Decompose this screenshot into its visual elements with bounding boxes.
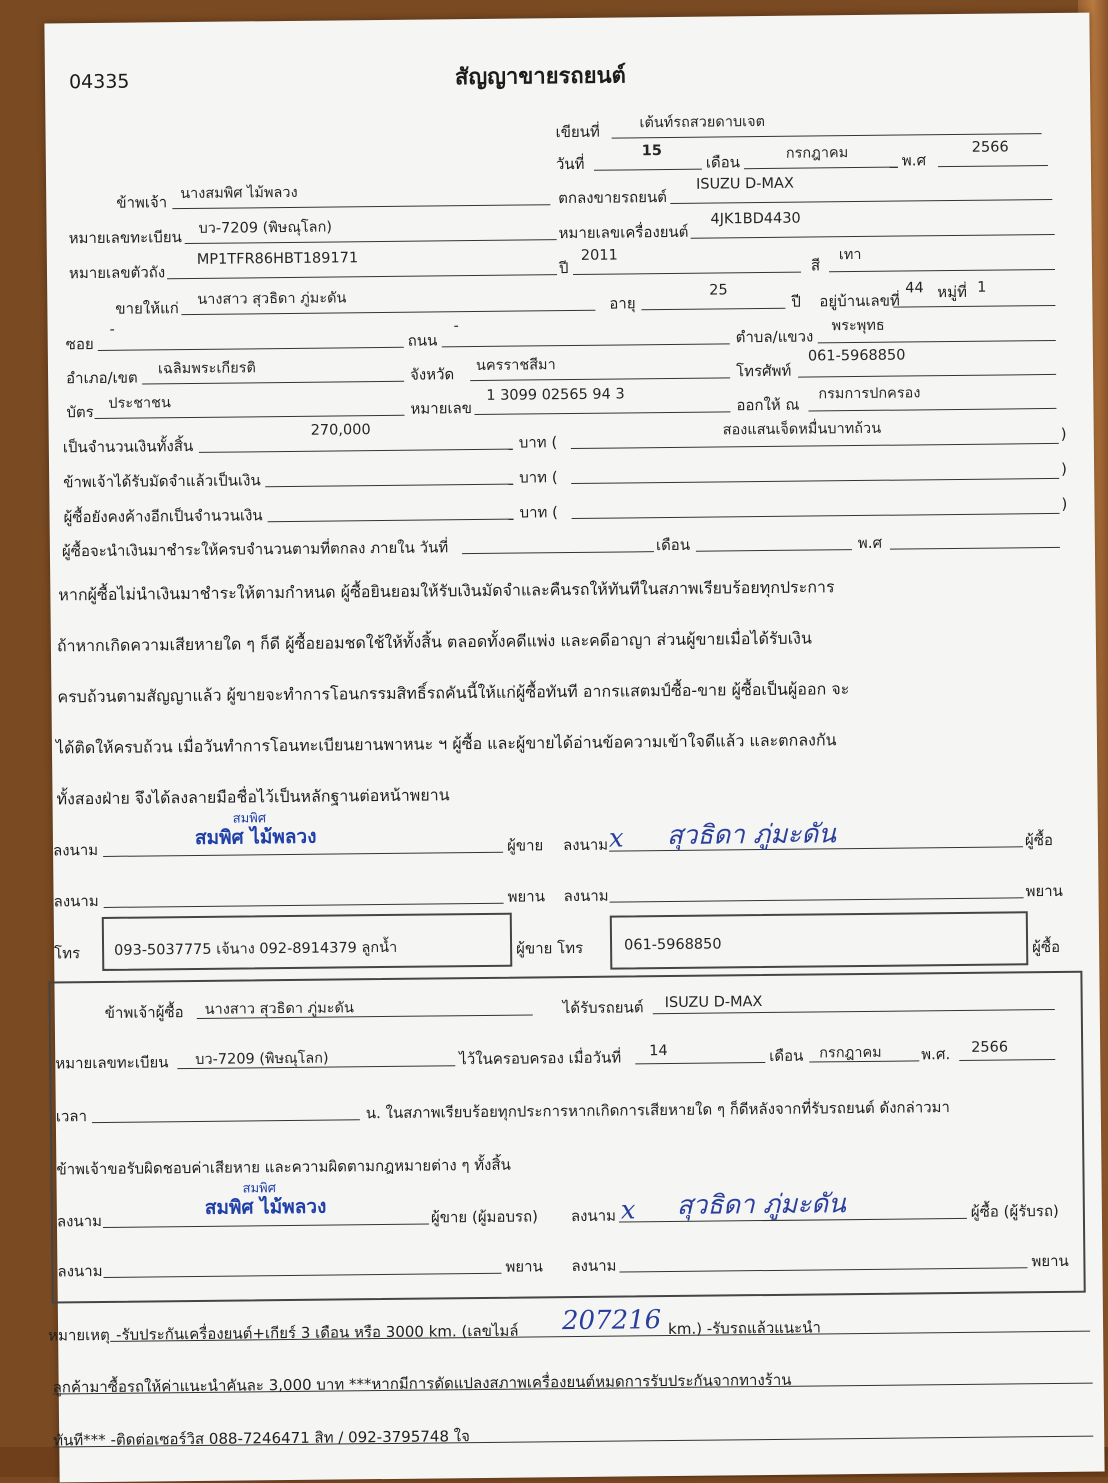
- date-day-value: 15: [641, 143, 663, 160]
- receipt-year: 2566: [971, 1039, 1009, 1056]
- seller-stamp-name: สมพิศ ไม้พลวง: [194, 825, 317, 849]
- seller-label: ข้าพเจ้า: [116, 193, 168, 212]
- receipt-received-label: ได้รับรถยนต์: [562, 998, 644, 1018]
- year-model-value: 2011: [580, 247, 618, 264]
- pay-by-label: ผู้ซื้อจะนำเงินมาชำระให้ครบจำนวนตามที่ตกลง ภายใน วันที่: [61, 538, 449, 561]
- subdistrict-label: ตำบล/แขวง: [735, 327, 814, 347]
- total-words: สองแสนเจ็ดหมื่นบาทถ้วน: [722, 420, 882, 439]
- id-label: หมายเลข: [410, 399, 473, 418]
- receipt-plate-value: บว-7209 (พิษณุโลก): [195, 1050, 329, 1068]
- district-value: เฉลิมพระเกียรติ: [157, 360, 256, 378]
- age-label: อายุ: [609, 294, 636, 313]
- note-mileage: 207216: [561, 1305, 662, 1337]
- date-month-label: เดือน: [705, 153, 741, 172]
- seller-signature-stamp: [195, 807, 317, 853]
- sign-label-seller: ลงนาม: [52, 840, 99, 860]
- terms-line-2: ถ้าหากเกิดความเสียหายใด ๆ ก็ดี ผู้ซื้อยอมชดใช้ให้ทั้งสิ้น ตลอดทั้งคดีแพ่ง และคดีอาญา ส่วนผู้ขายเมื่อได้รับเงิน: [56, 628, 812, 656]
- moo-value: 1: [977, 279, 987, 296]
- note-label: หมายเหตุ: [48, 1325, 110, 1345]
- witness-role-1: พยาน: [507, 887, 546, 906]
- deposit-label: ข้าพเจ้าได้รับมัดจำแล้วเป็นเงิน: [63, 471, 261, 492]
- chassis-value: MP1TFR86HBT189171: [196, 250, 359, 268]
- car-agreed-label: ตกลงขายรถยนต์: [558, 188, 668, 208]
- buyer-role: ผู้ซื้อ: [1024, 830, 1054, 850]
- chassis-label: หมายเลขตัวถัง: [68, 263, 166, 283]
- age-value: 25: [709, 282, 728, 299]
- document-number: 04335: [68, 70, 130, 94]
- receipt-buyer-label: ข้าพเจ้าผู้ซื้อ: [104, 1003, 184, 1022]
- card-value: ประชาชน: [108, 395, 171, 412]
- date-day-label: วันที่: [555, 154, 585, 174]
- seller-value: นางสมพิศ ไม้พลวง: [180, 184, 298, 203]
- plate-value: บว-7209 (พิษณุโลก): [198, 219, 333, 237]
- receipt-sign-label-seller: ลงนาม: [56, 1211, 103, 1231]
- receipt-month: กรกฎาคม: [819, 1044, 882, 1062]
- road-value: -: [453, 318, 459, 335]
- plate-label: หมายเลขทะเบียน: [68, 228, 182, 248]
- buyer-mark: x: [608, 823, 624, 854]
- receipt-day: 14: [649, 1043, 668, 1060]
- receipt-buyer-role: ผู้ซื้อ (ผู้รับรถ): [970, 1201, 1059, 1221]
- note-line-2: ลูกค้ามาซื้อรถให้ค่าแนะนำคันละ 3,000 บาท ***หากมีการดัดแปลงสภาพเครื่องยนต์หมดการรับประกันจากทางร้าน: [52, 1370, 792, 1397]
- issued-value: กรมการปกครอง: [818, 385, 921, 403]
- card-label: บัตร: [66, 403, 94, 422]
- receipt-witness-label-2: ลงนาม: [571, 1256, 617, 1276]
- pay-by-month-label: เดือน: [655, 535, 691, 555]
- written-at-label: เขียนที่: [555, 122, 600, 142]
- document-title: สัญญาขายรถยนต์: [454, 63, 627, 91]
- buyer-tel-role: ผู้ซื้อ: [1032, 937, 1061, 957]
- receipt-time-label: เวลา: [55, 1107, 88, 1126]
- phone-label: โทรศัพท์: [735, 361, 792, 381]
- seller-stamp-small: สมพิศ: [232, 811, 267, 827]
- witness-sign-label-2: ลงนาม: [563, 886, 609, 906]
- engine-value: 4JK1BD4430: [710, 210, 801, 228]
- remaining-close: ): [1061, 494, 1068, 513]
- car-agreed-value: ISUZU D-MAX: [696, 175, 794, 193]
- receipt-seller-stamp-small: สมพิศ: [242, 1181, 277, 1197]
- subdistrict-value: พระพุทธ: [831, 317, 885, 335]
- seller-tel-role: ผู้ขาย โทร: [516, 938, 584, 958]
- receipt-buyer-value: นางสาว สุวธิดา ภู่มะดัน: [204, 1000, 354, 1018]
- district-label: อำเภอ/เขต: [66, 368, 138, 388]
- tel-label: โทร: [54, 944, 81, 963]
- province-value: นครราชสีมา: [475, 357, 556, 375]
- remaining-baht: บาท (: [519, 503, 559, 522]
- terms-line-5: ทั้งสองฝ่าย จึงได้ลงลายมือชื่อไว้เป็นหลักฐานต่อหน้าพยาน: [56, 785, 450, 809]
- receipt-possession-label: ไว้ในครอบครอง เมื่อวันที่: [459, 1048, 622, 1069]
- deposit-baht: บาท (: [519, 468, 558, 487]
- buyer-signature: สุวธิดา ภู่มะดัน: [666, 819, 837, 852]
- phone-value: 061-5968850: [807, 347, 906, 365]
- province-label: จังหวัด: [409, 365, 455, 384]
- receipt-witness-role-2: พยาน: [1031, 1251, 1069, 1271]
- receipt-liability: ข้าพเจ้าขอรับผิดชอบค่าเสียหาย และความผิดตามกฎหมายต่าง ๆ ทั้งสิ้น: [56, 1155, 511, 1179]
- date-year-value: 2566: [971, 139, 1009, 156]
- pay-by-year-label: พ.ศ: [857, 533, 883, 553]
- witness-role-2: พยาน: [1025, 881, 1063, 901]
- address-label: อยู่บ้านเลขที่: [819, 291, 900, 311]
- remaining-label: ผู้ซื้อยังคงค้างอีกเป็นจำนวนเงิน: [63, 506, 263, 527]
- terms-line-1: หากผู้ซื้อไม่นำเงินมาชำระให้ตามกำหนด ผู้ซื้อยินยอมให้รับเงินมัดจำและคืนรถให้ทันทีในสภาพเรียบร้อยทุกประการ: [58, 577, 835, 605]
- receipt-seller-stamp-name: สมพิศ ไม้พลวง: [204, 1195, 327, 1219]
- address-value: 44: [905, 280, 924, 297]
- receipt-sign-label-buyer: ลงนาม: [570, 1206, 617, 1226]
- receipt-buyer-signature: สุวธิดา ภู่มะดัน: [676, 1189, 846, 1221]
- date-year-label: พ.ศ: [901, 151, 927, 170]
- receipt-witness-label-1: ลงนาม: [57, 1261, 103, 1281]
- receipt-month-label: เดือน: [769, 1046, 804, 1065]
- note-line-1a: -รับประกันเครื่องยนต์+เกียร์ 3 เดือน หรือ 3000 km. (เลขไมล์: [116, 1321, 519, 1344]
- total-close: ): [1060, 424, 1067, 443]
- total-label: เป็นจำนวนเงินทั้งสิ้น: [62, 436, 194, 457]
- buyer-value: นางสาว สุวธิดา ภู่มะดัน: [197, 290, 347, 308]
- soi-value: -: [109, 321, 115, 338]
- sign-label-buyer: ลงนาม: [562, 835, 609, 855]
- age-unit: ปี: [791, 292, 801, 311]
- note-line-1b: km.) -รับรถแล้วแนะนำ: [668, 1318, 821, 1339]
- moo-label: หมู่ที่: [937, 282, 968, 302]
- total-value: 270,000: [310, 422, 371, 439]
- contract-paper: [44, 13, 1104, 1483]
- note-line-3: ทันที*** -ติดต่อเซอร์วิส 088-7246471 สิท / 092-3795748 ใจ: [53, 1427, 470, 1450]
- total-baht: บาท (: [518, 433, 558, 452]
- receipt-buyer-mark: x: [620, 1195, 636, 1226]
- color-label: สี: [810, 256, 821, 275]
- written-at-value: เต้นท์รถสวยดาบเจต: [639, 113, 766, 132]
- year-model-label: ปี: [558, 259, 569, 278]
- engine-label: หมายเลขเครื่องยนต์: [558, 222, 689, 243]
- receipt-year-label: พ.ศ.: [921, 1045, 951, 1064]
- receipt-seller-stamp: [204, 1177, 326, 1223]
- seller-role: ผู้ขาย: [506, 836, 544, 855]
- road-label: ถนน: [407, 331, 438, 350]
- seller-phone-value: 093-5037775 เจ้นาง 092-8914379 ลูกน้ำ: [114, 939, 398, 959]
- receipt-witness-role-1: พยาน: [505, 1257, 543, 1276]
- color-value: เทา: [838, 246, 862, 264]
- receipt-seller-role: ผู้ขาย (ผู้มอบรถ): [430, 1207, 539, 1227]
- receipt-plate-label: หมายเลขทะเบียน: [55, 1053, 169, 1073]
- id-value: 1 3099 02565 94 3: [486, 386, 625, 404]
- witness-sign-label-1: ลงนาม: [53, 891, 99, 911]
- buyer-label: ขายให้แก่: [115, 299, 179, 318]
- issued-label: ออกให้ ณ: [736, 395, 800, 415]
- soi-label: ซอย: [65, 335, 94, 354]
- terms-line-3: ครบถ้วนตามสัญญาแล้ว ผู้ขายจะทำการโอนกรรมสิทธิ์รถคันนี้ให้แก่ผู้ซื้อทันที อากรแสตมป์ซื้อ-ขาย ผู้ซื้อเป็นผู้ออก จะ: [57, 679, 850, 707]
- receipt-time-suffix: น. ในสภาพเรียบร้อยทุกประการหากเกิดการเสียหายใด ๆ ก็ดีหลังจากที่รับรถยนต์ ดังกล่าวมา: [365, 1098, 951, 1123]
- date-month-value: กรกฎาคม: [785, 145, 849, 162]
- receipt-received-value: ISUZU D-MAX: [664, 994, 763, 1012]
- deposit-close: ): [1061, 459, 1068, 478]
- terms-line-4: ได้ติดให้ครบถ้วน เมื่อวันทำการโอนทะเบียนยานพาหนะ ฯ ผู้ซื้อ และผู้ขายได้อ่านข้อความเข้าใจดีแล้ว และตกลงกัน: [55, 730, 837, 758]
- buyer-phone-value: 061-5968850: [623, 936, 722, 954]
